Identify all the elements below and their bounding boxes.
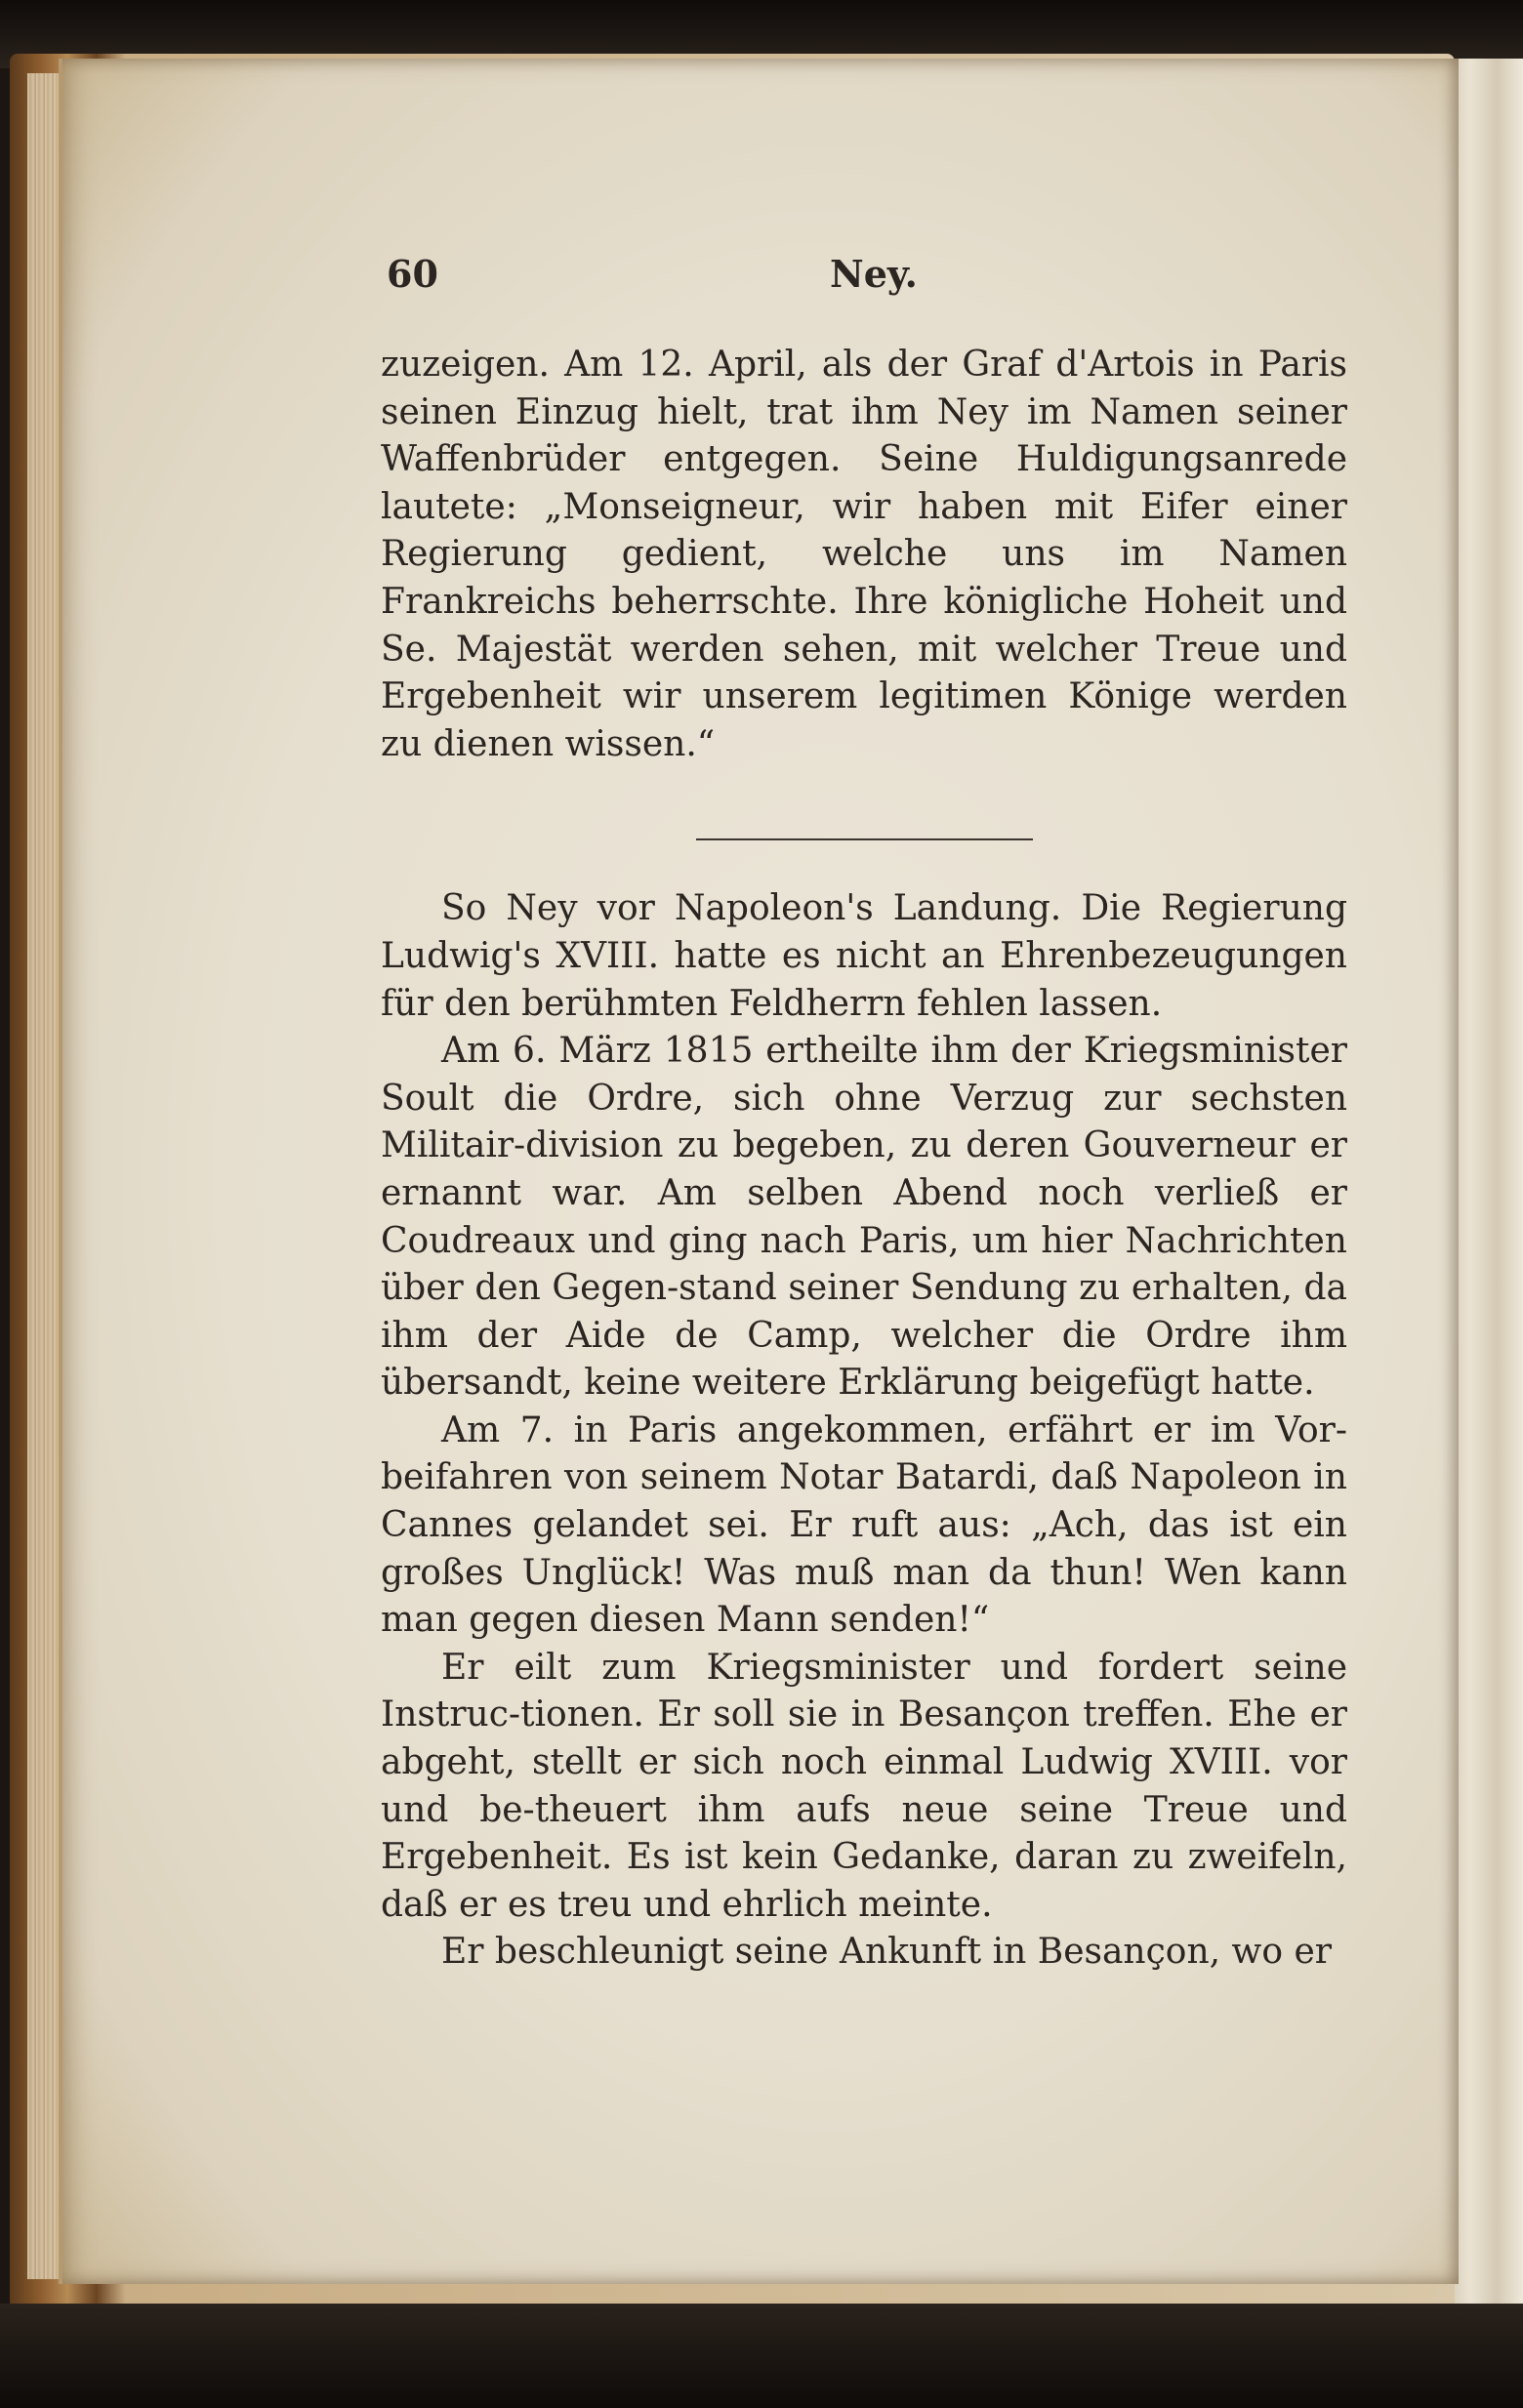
section-divider bbox=[696, 838, 1033, 840]
paragraph-6: Er beschleunigt seine Ankunft in Besançon, wo er bbox=[441, 1932, 1332, 1973]
paragraph-3: Am 6. März 1815 ertheilte ihm der Kriegsminister Soult die Ordre, sich ohne Verzug zur sechsten Militair-division zu begeben, zu deren Gouverneur er ernannt war. Am selben Abend noch verließ er Coudreaux und ging nach Paris, um hier Nachrichten über den Gegen-stand seiner Sendung zu erhalten, da ihm der Aide de Camp, welcher die Ordre ihm übersandt, keine weitere Erklärung beigefügt hatte. bbox=[381, 1031, 1347, 1404]
page-number: 60 bbox=[387, 252, 438, 296]
body-text bbox=[381, 342, 1347, 1977]
paragraph-5: Er eilt zum Kriegsminister und fordert seine Instruc-tionen. Er soll sie in Besançon treffen. Ehe er abgeht, stellt er sich noch einmal Ludwig XVIII. vor und be-theuert ihm aufs neue seine Treue und Ergebenheit. Es ist kein Gedanke, daran zu zweifeln, daß er es treu und ehrlich meinte. bbox=[381, 1647, 1347, 1925]
paragraph-1: zuzeigen. Am 12. April, als der Graf d'Artois in Paris seinen Einzug hielt, trat ihm Ney im Namen seiner Waffenbrüder entgegen. Seine Huldigungsanrede lautete: „Monseigneur, wir haben mit Eifer einer Regierung gedient, welche uns im Namen Frankreichs beherrschte. Ihre königliche Hoheit und Se. Majestät werden sehen, mit welcher Treue und Ergebenheit wir unserem legitimen Könige werden zu dienen wissen.“ bbox=[381, 345, 1347, 764]
page-header bbox=[381, 252, 1347, 310]
running-title: Ney. bbox=[830, 252, 918, 296]
paragraph-2: So Ney vor Napoleon's Landung. Die Regierung Ludwig's XVIII. hatte es nicht an Ehrenbezeugungen für den berühmten Feldherrn fehlen lassen. bbox=[381, 888, 1347, 1024]
paragraph-4: Am 7. in Paris angekommen, erfährt er im Vor-beifahren von seinem Notar Batardi, daß Napoleon in Cannes gelandet sei. Er ruft aus: „Ach, das ist ein großes Unglück! Was muß man da thun! Wen kann man gegen diesen Mann senden!“ bbox=[381, 1409, 1347, 1641]
background-bottom bbox=[0, 2304, 1523, 2408]
